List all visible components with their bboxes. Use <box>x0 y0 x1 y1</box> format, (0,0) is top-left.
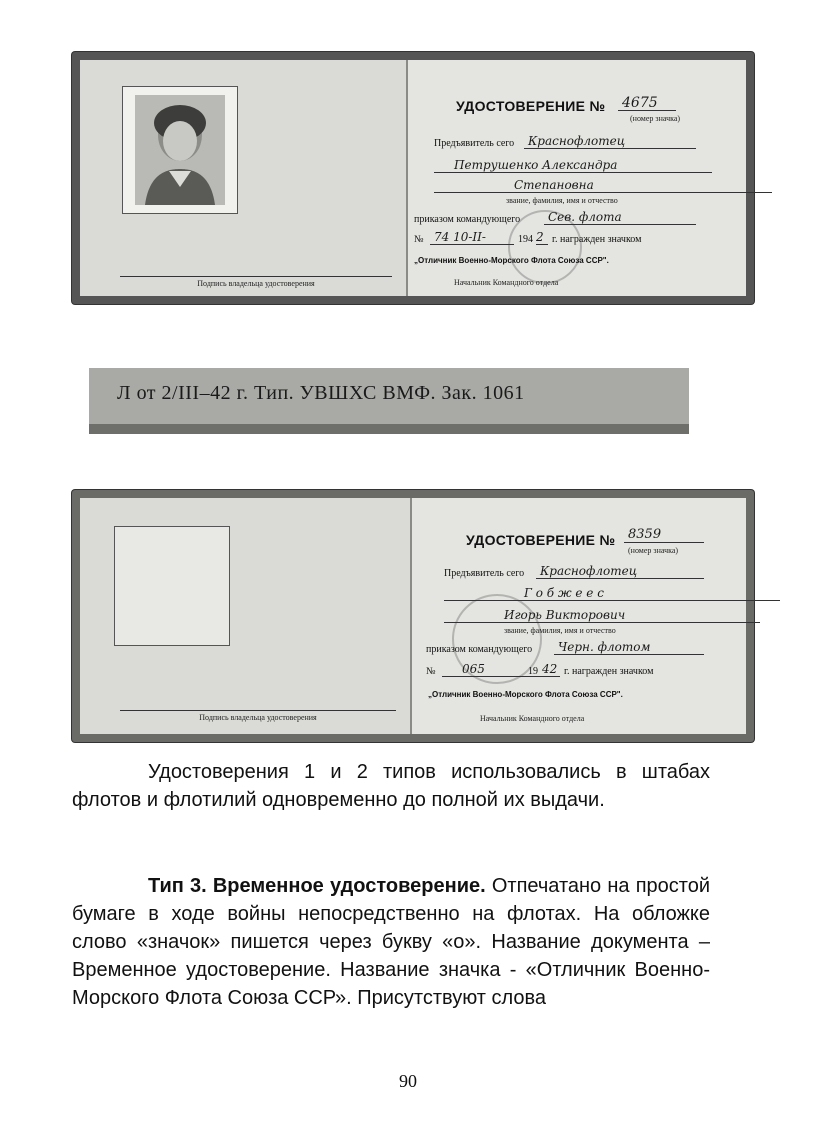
card-2-name-caption: звание, фамилия, имя и отчество <box>504 626 616 635</box>
card-2-left-page <box>80 498 412 734</box>
card-1-number-caption: (номер значка) <box>630 114 681 123</box>
card-1-badge-name: „Отличник Военно-Морского Флота Союза ССР". <box>414 256 609 265</box>
card-2-name-line2: Игорь Викторович <box>444 608 760 623</box>
card-2-order-label: приказом командующего <box>426 644 533 655</box>
page-number: 90 <box>399 1071 417 1091</box>
card-1-bearer-label: Предъявитель сего <box>434 138 515 149</box>
card-2-order-value: Черн. флотом <box>554 640 704 655</box>
card-2-no-label: № <box>426 666 436 677</box>
imprint-strip <box>89 368 689 434</box>
card-1-year-prefix: 194 <box>518 234 533 245</box>
paragraph-1 <box>72 758 710 814</box>
card-2-badge-name: „Отличник Военно-Морского Флота Союза ССР". <box>428 690 623 699</box>
card-1-photo-frame <box>122 86 238 214</box>
paragraph-2-text: Отпечатано на простой бумаге в ходе войны непосредственно на флотах. На обложке слово «значок» пишется через букву «о». Название документа – Временное удостоверение. Название значка - «Отличник Военно-Морского Флота Союза ССР». Присутствуют слова <box>72 875 711 1009</box>
imprint-text: Л от 2/III–42 г. Тип. УВШХС ВМФ. Зак. 1061 <box>117 382 525 404</box>
card-1-chief-caption: Начальник Командного отдела <box>454 278 559 287</box>
card-2-right-page <box>412 498 746 734</box>
card-1-right-page <box>408 60 746 296</box>
id-card-1 <box>72 52 754 304</box>
card-2-rank-value: Краснофлотец <box>536 564 704 579</box>
card-2-number: 8359 <box>624 528 704 543</box>
card-2-bearer-label: Предъявитель сего <box>444 568 525 579</box>
card-1-portrait-photo <box>135 95 225 205</box>
paragraph-1-text: Удостоверения 1 и 2 типов использовались в штабах флотов и флотилий одновременно до полной их выдачи. <box>72 761 710 811</box>
card-2-title: УДОСТОВЕРЕНИЕ № <box>466 532 616 548</box>
card-1-order-number: 74 10-II- <box>430 230 514 245</box>
card-2-year-prefix: 19 <box>528 666 538 677</box>
paragraph-2 <box>72 872 710 1012</box>
card-1-number: 4675 <box>618 96 676 111</box>
card-2-awarded-text: г. награжден значком <box>564 666 654 677</box>
card-1-name-line2: Степановна <box>434 178 772 193</box>
card-1-name-caption: звание, фамилия, имя и отчество <box>506 196 618 205</box>
card-1-signature-caption: Подпись владельца удостоверения <box>120 276 392 288</box>
card-2-photo-placeholder <box>114 526 230 646</box>
paragraph-2-heading: Тип 3. Временное удостоверение. <box>148 875 486 897</box>
card-1-awarded-text: г. награжден значком <box>552 234 642 245</box>
card-1-no-label: № <box>414 234 424 245</box>
card-2-name-line1: Г о б ж е е с <box>444 586 780 601</box>
card-2-signature-caption: Подпись владельца удостоверения <box>120 710 396 722</box>
card-1-order-value: Сев. флота <box>544 210 696 225</box>
card-1-title: УДОСТОВЕРЕНИЕ № <box>456 98 606 114</box>
card-2-year-suffix: 42 <box>542 662 560 677</box>
card-1-order-label: приказом командующего <box>414 214 521 225</box>
card-1-name-line1: Петрушенко Александра <box>434 158 712 173</box>
card-1-rank-value: Краснофлотец <box>524 134 696 149</box>
card-2-order-number: 065 <box>442 662 542 677</box>
card-2-number-caption: (номер значка) <box>628 546 679 555</box>
id-card-2 <box>72 490 754 742</box>
card-1-year-suffix: 2 <box>536 230 548 245</box>
card-1-left-page <box>80 60 408 296</box>
card-2-chief-caption: Начальник Командного отдела <box>480 714 585 723</box>
